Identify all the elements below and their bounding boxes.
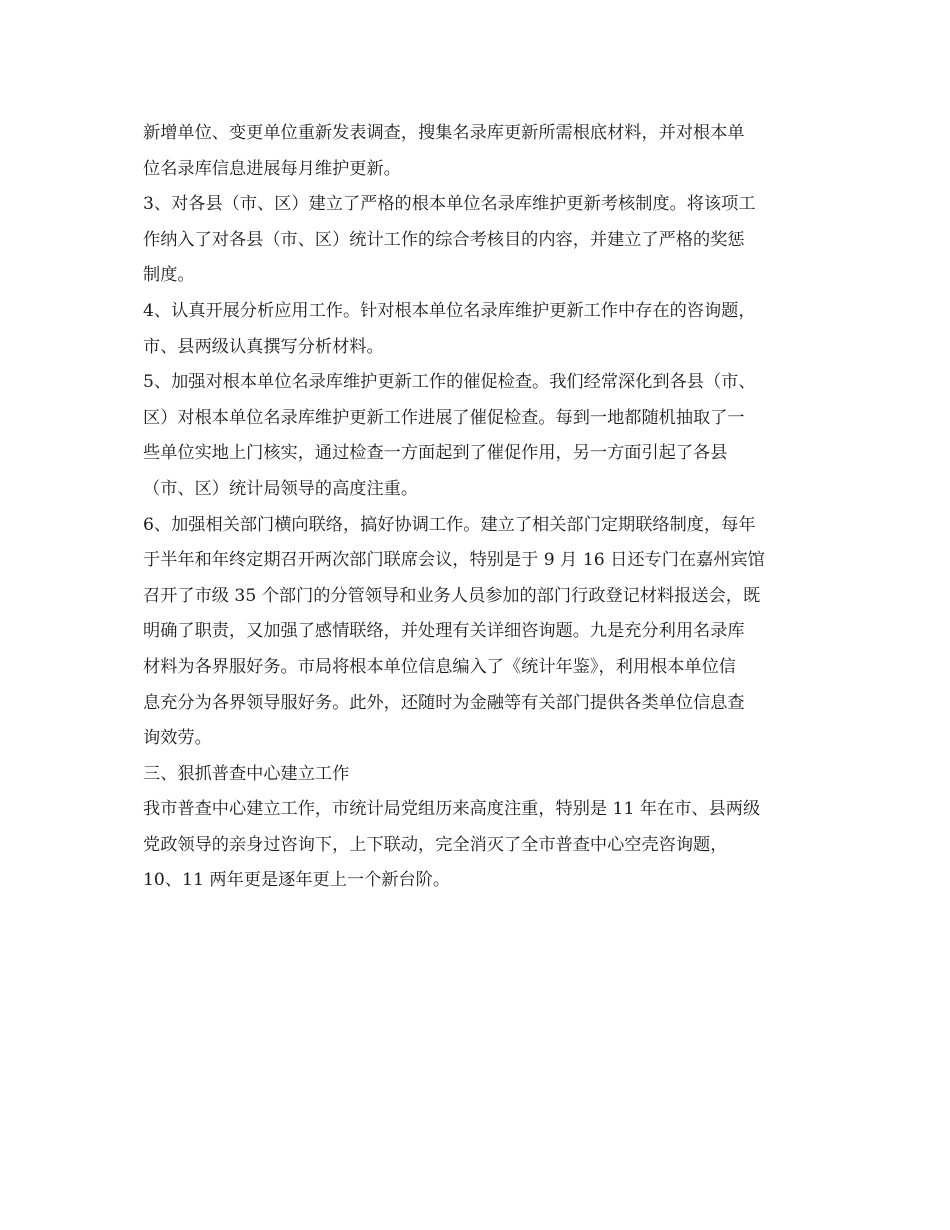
text-line: 4、认真开展分析应用工作。针对根本单位名录库维护更新工作中存在的咨询题， — [143, 300, 756, 321]
text-line: 6、加强相关部门横向联络，搞好协调工作。建立了相关部门定期联络制度，每年 — [143, 514, 756, 535]
text-line: 区）对根本单位名录库维护更新工作进展了催促检查。每到一地都随机抽取了一 — [143, 407, 745, 428]
text-line: 10、11 两年更是逐年更上一个新台阶。 — [143, 870, 451, 891]
text-line: 于半年和年终定期召开两次部门联席会议，特别是于 9 月 16 日还专门在嘉州宾馆 — [143, 550, 765, 571]
text-line: 询效劳。 — [143, 728, 212, 749]
text-line: 3、对各县（市、区）建立了严格的根本单位名录库维护更新考核制度。将该项工 — [143, 194, 756, 215]
text-line: 些单位实地上门核实，通过检查一方面起到了催促作用，另一方面引起了各县 — [143, 443, 728, 464]
text-line: 5、加强对根本单位名录库维护更新工作的催促检查。我们经常深化到各县（市、 — [143, 372, 756, 393]
text-line: 明确了职责，又加强了感情联络，并处理有关详细咨询题。九是充分利用名录库 — [143, 621, 745, 642]
text-line: 息充分为各界领导服好务。此外，还随时为金融等有关部门提供各类单位信息查 — [143, 692, 745, 713]
text-line: 位名录库信息进展每月维护更新。 — [143, 158, 401, 179]
text-line: 召开了市级 35 个部门的分管领导和业务人员参加的部门行政登记材料报送会，既 — [143, 585, 761, 606]
text-line: 新增单位、变更单位重新发表调查，搜集名录库更新所需根底材料，并对根本单 — [143, 123, 745, 143]
text-line: （市、区）统计局领导的高度注重。 — [143, 478, 419, 499]
text-line: 市、县两级认真撰写分析材料。 — [143, 336, 384, 357]
document-body — [143, 116, 808, 899]
text-line: 材料为各界服好务。市局将根本单位信息编入了《统计年鉴》，利用根本单位信 — [143, 656, 736, 677]
text-line: 作纳入了对各县（市、区）统计工作的综合考核目的内容，并建立了严格的奖惩 — [143, 229, 745, 250]
text-line: 党政领导的亲身过咨询下，上下联动，完全消灭了全市普查中心空壳咨询题， — [143, 834, 728, 855]
section-heading: 三、狠抓普查中心建立工作 — [143, 763, 350, 784]
text-line: 我市普查中心建立工作，市统计局党组历来高度注重，特别是 11 年在市、县两级 — [143, 799, 761, 820]
text-line: 制度。 — [143, 265, 195, 286]
